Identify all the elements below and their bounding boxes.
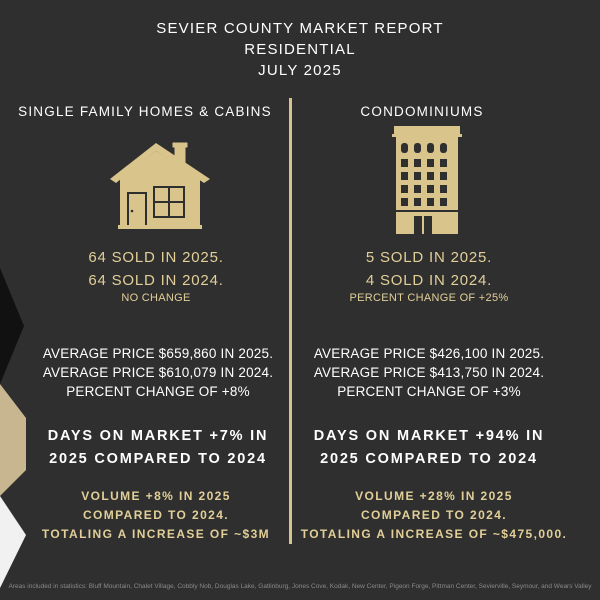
left-dom-line-1: DAYS ON MARKET +7% IN: [47, 428, 269, 444]
title-line-2: RESIDENTIAL: [244, 41, 356, 58]
right-dom-line-1: DAYS ON MARKET +94% IN: [313, 428, 545, 444]
left-price-2024: AVERAGE PRICE $610,079 IN 2024.: [42, 365, 274, 380]
left-price-2025: AVERAGE PRICE $659,860 IN 2025.: [42, 346, 274, 361]
title-line-3: JULY 2025: [258, 62, 342, 79]
footer-areas-note: Areas included in statistics: Bluff Mountain, Chalet Village, Cobbly Nob, Douglas Lake, Gatlinburg, Jones Cove, Kodak, New Center, Pigeon Forge, Pittman Center, Sevierville, Seymour, and Wears Valley: [8, 583, 592, 590]
right-price-2025: AVERAGE PRICE $426,100 IN 2025.: [313, 346, 545, 361]
left-vol-line-3: TOTALING A INCREASE OF ~$3M: [41, 527, 271, 541]
right-vol-line-2: COMPARED TO 2024.: [360, 508, 508, 522]
condo-building-icon: [390, 126, 464, 234]
left-sold-2025: 64 SOLD IN 2025.: [88, 249, 224, 266]
right-price-block: [296, 344, 562, 401]
left-sold-change: NO CHANGE: [121, 292, 191, 304]
right-days-on-market: [296, 425, 562, 471]
house-icon: [108, 139, 212, 231]
right-sold-change: PERCENT CHANGE OF +25%: [349, 292, 509, 304]
right-volume: [296, 487, 572, 544]
left-days-on-market: [0, 425, 316, 471]
right-sold-2025: 5 SOLD IN 2025.: [365, 249, 493, 266]
left-vol-line-2: COMPARED TO 2024.: [82, 508, 230, 522]
right-column-heading: CONDOMINIUMS: [360, 104, 484, 119]
left-price-change: PERCENT CHANGE OF +8%: [66, 384, 250, 399]
column-divider: [289, 98, 292, 544]
right-vol-line-1: VOLUME +28% IN 2025: [355, 489, 513, 503]
left-volume: [0, 487, 312, 544]
right-price-change: PERCENT CHANGE OF +3%: [337, 384, 521, 399]
left-price-block: [0, 344, 316, 401]
right-dom-line-2: 2025 COMPARED TO 2024: [320, 451, 538, 467]
left-vol-line-1: VOLUME +8% IN 2025: [81, 489, 231, 503]
right-sold-2024: 4 SOLD IN 2024.: [365, 272, 493, 289]
left-sold-2024: 64 SOLD IN 2024.: [88, 272, 224, 289]
left-dom-line-2: 2025 COMPARED TO 2024: [49, 451, 267, 467]
right-vol-line-3: TOTALING A INCREASE OF ~$475,000.: [300, 527, 568, 541]
right-sold-block: [298, 246, 560, 292]
left-sold-block: [0, 246, 312, 292]
title-line-1: SEVIER COUNTY MARKET REPORT: [156, 20, 444, 37]
left-column-heading: SINGLE FAMILY HOMES & CABINS: [18, 104, 272, 119]
right-price-2024: AVERAGE PRICE $413,750 IN 2024.: [313, 365, 545, 380]
report-title: [0, 18, 600, 81]
